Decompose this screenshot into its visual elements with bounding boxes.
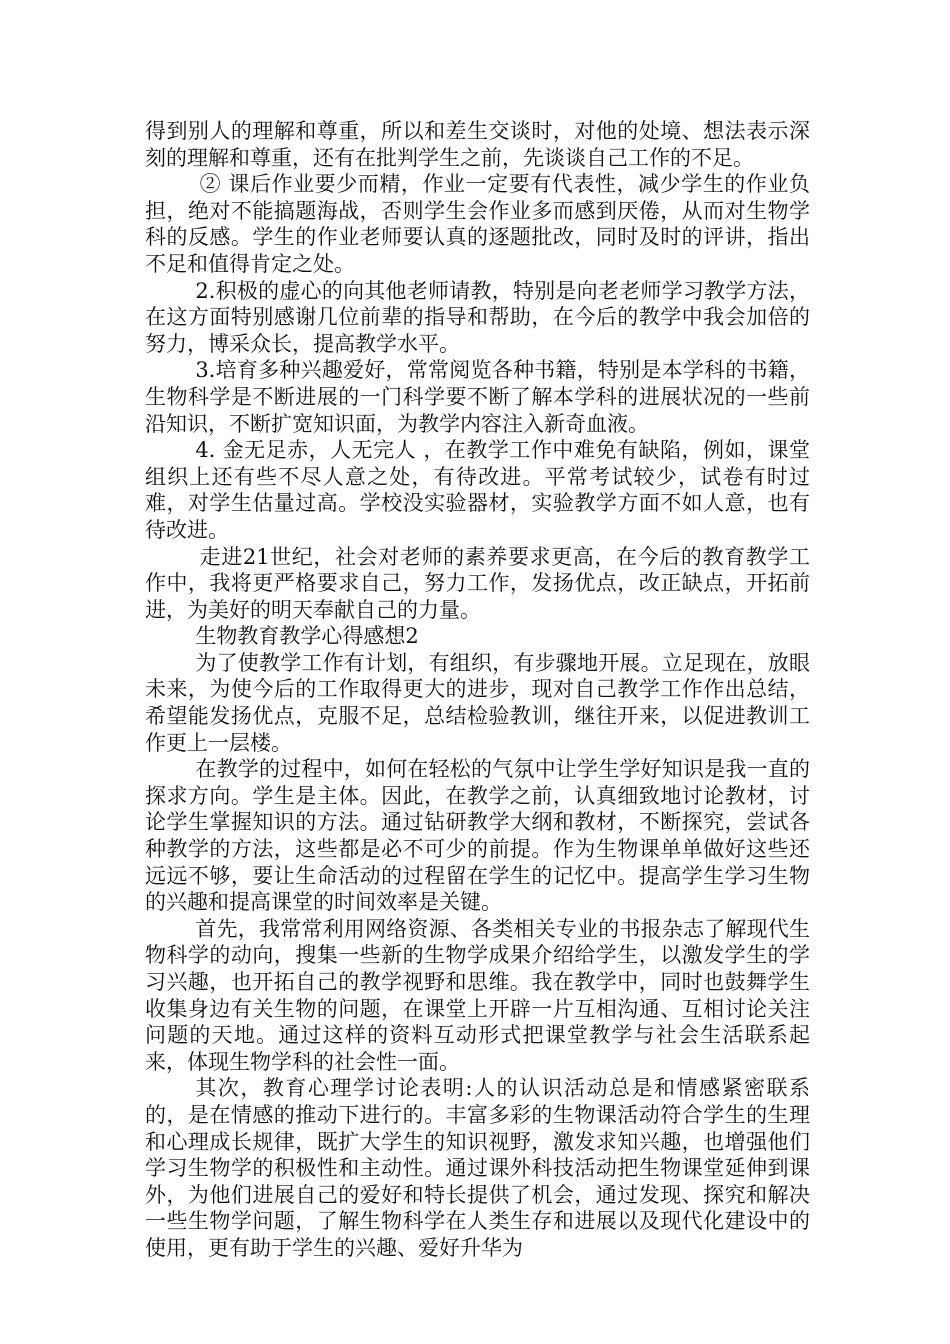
paragraph-continuation: 得到别人的理解和尊重，所以和差生交谈时，对他的处境、想法表示深刻的理解和尊重，还有在批判学生之前，先谈谈自己工作的不足。 (145, 119, 810, 170)
paragraph-teaching-process: 在教学的过程中，如何在轻松的气氛中让学生学好知识是我一直的探求方向。学生是主体。因此，在教学之前，认真细致地讨论教材，讨论学生掌握知识的方法。通过钻研教学大纲和教材，不断探究，尝试各种教学的方法，这些都是必不可少的前提。作为生物课单单做好这些还远远不够，要让生命活动的过程留在学生的记忆中。提高学生学习生物的兴趣和提高课堂的时间效率是关键。 (145, 757, 810, 915)
paragraph-intro: 为了使教学工作有计划，有组织，有步骤地开展。立足现在，放眼未来，为使今后的工作取得更大的进步，现对自己教学工作作出总结，希望能发扬优点，克服不足，总结检验教训，继往开来，以促进教训工作更上一层楼。 (145, 650, 810, 755)
paragraph-point-4: 4. 金无足赤，人无完人 ，在教学工作中难免有缺陷，例如，课堂组织上还有些不尽人意之处，有待改进。平常考试较少，试卷有时过难，对学生估量过高。学校没实验器材，实验教学方面不如人意，也有待改进。 (145, 438, 810, 542)
document-page (145, 118, 810, 1262)
paragraph-homework: ② 课后作业要少而精，作业一定要有代表性，减少学生的作业负担，绝对不能搞题海战，否则学生会作业多而感到厌倦，从而对生物学科的反感。学生的作业老师要认真的逐题批改，同时及时的评讲，指出不足和值得肯定之处。 (145, 172, 810, 276)
paragraph-point-2: 2.积极的虚心的向其他老师请教，特别是向老老师学习教学方法，在这方面特别感谢几位前辈的指导和帮助，在今后的教学中我会加倍的努力，博采众长，提高教学水平。 (145, 278, 810, 356)
section-heading: 生物教育教学心得感想2 (195, 624, 419, 649)
paragraph-second: 其次，教育心理学讨论表明:人的认识活动总是和情感紧密联系的，是在情感的推动下进行的。丰富多彩的生物课活动符合学生的生理和心理成长规律，既扩大学生的知识视野，激发求知兴趣，也增强他们学习生物学的积极性和主动性。通过课外科技活动把生物课堂延伸到课外，为他们进展自己的爱好和特长提供了机会，通过发现、探究和解决一些生物学问题，了解生物科学在人类生存和进展以及现代化建设中的使用，更有助于学生的兴趣、爱好升华为 (145, 1076, 810, 1260)
paragraph-first: 首先，我常常利用网络资源、各类相关专业的书报杂志了解现代生物科学的动向，搜集一些新的生物学成果介绍给学生，以激发学生的学习兴趣，也开拓自己的教学视野和思维。我在教学中，同时也鼓舞学生收集身边有关生物的问题，在课堂上开辟一片互相沟通、互相讨论关注问题的天地。通过这样的资料互动形式把课堂教学与社会生活联系起来，体现生物学科的社会性一面。 (145, 916, 810, 1074)
paragraph-conclusion: 走进21世纪，社会对老师的素养要求更高，在今后的教育教学工作中，我将更严格要求自己，努力工作，发扬优点，改正缺点，开拓前进，为美好的明天奉献自己的力量。 (145, 544, 810, 622)
paragraph-point-3: 3.培育多种兴趣爱好，常常阅览各种书籍，特别是本学科的书籍，生物科学是不断进展的一门科学要不断了解本学科的进展状况的一些前沿知识，不断扩宽知识面，为教学内容注入新奇血液。 (145, 358, 810, 436)
